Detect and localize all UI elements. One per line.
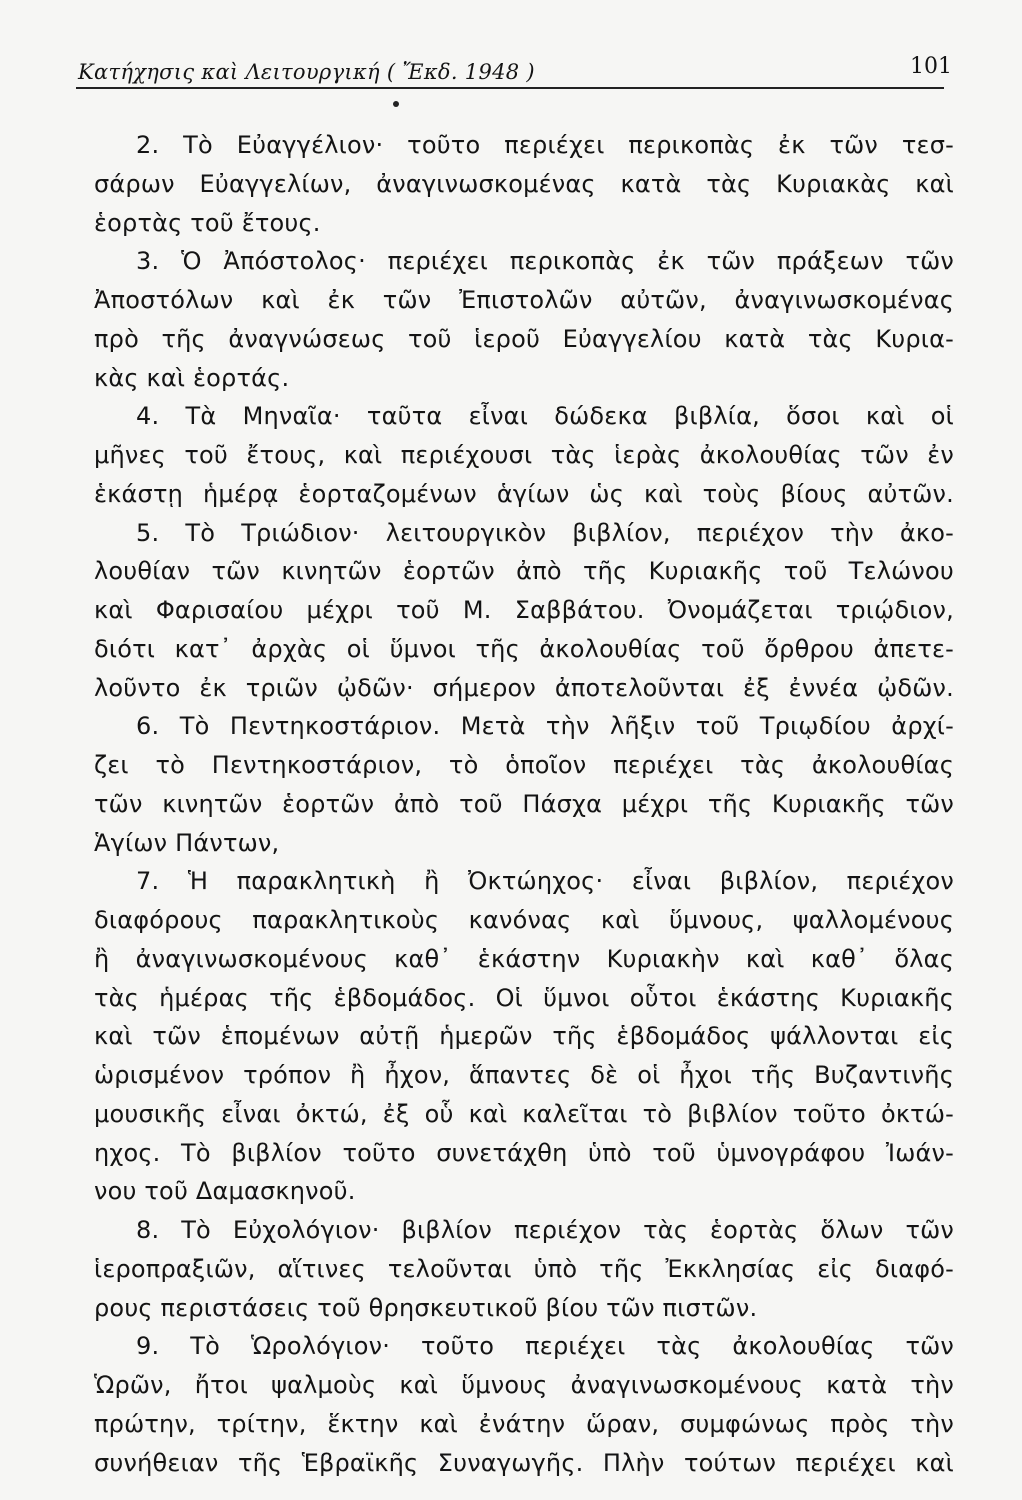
text-line: ρους περιστάσεις τοῦ θρησκευτικοῦ βίου τῶν πιστῶν.: [94, 1293, 758, 1322]
text-line: ἱεροπραξιῶν, αἵτινες τελοῦνται ὑπὸ τῆς Ἐκκλησίας εἰς διαφό-: [94, 1254, 954, 1283]
text-line: 2. Τὸ Εὐαγγέλιον· τοῦτο περιέχει περικοπὰς ἐκ τῶν τεσ-: [136, 131, 954, 159]
page-number: 101: [910, 54, 952, 79]
text-line: καὶ Φαρισαίου μέχρι τοῦ Μ. Σαββάτου. Ὀνομάζεται τριῴδιον,: [94, 596, 954, 624]
text-line: 7. Ἡ παρακλητικὴ ἢ Ὀκτώηχος· εἶναι βιβλίον, περιέχον: [136, 867, 954, 896]
text-line: 4. Τὰ Μηναῖα· ταῦτα εἶναι δώδεκα βιβλία, ὅσοι καὶ οἱ: [136, 402, 954, 431]
text-line: ἢ ἀναγινωσκομένους καθ᾽ ἑκάστην Κυριακὴν καὶ καθ᾽ ὅλας: [94, 944, 954, 973]
text-line: διαφόρους παρακλητικοὺς κανόνας καὶ ὕμνους, ψαλλομένους: [94, 906, 954, 934]
text-line: νου τοῦ Δαμασκηνοῦ.: [94, 1177, 356, 1206]
text-line: συνήθειαν τῆς Ἑβραϊκῆς Συναγωγῆς. Πλὴν τούτων περιέχει καὶ: [94, 1448, 954, 1477]
text-line: μῆνες τοῦ ἔτους, καὶ περιέχουσι τὰς ἱερὰς ἀκολουθίας τῶν ἐν: [94, 441, 954, 469]
text-line: τὰς ἡμέρας τῆς ἑβδομάδος. Οἱ ὕμνοι οὗτοι ἑκάστης Κυριακῆς: [94, 983, 954, 1012]
ink-dot: [393, 101, 399, 107]
text-line: Ὡρῶν, ἤτοι ψαλμοὺς καὶ ὕμνους ἀναγινωσκομένους κατὰ τὴν: [94, 1371, 954, 1399]
running-header: Κατήχησις καὶ Λειτουργική ( Ἔκδ. 1948 ): [78, 60, 535, 84]
text-line: 9. Τὸ Ὡρολόγιον· τοῦτο περιέχει τὰς ἀκολουθίας τῶν: [136, 1332, 954, 1361]
text-line: λουθίαν τῶν κινητῶν ἑορτῶν ἀπὸ τῆς Κυριακῆς τοῦ Τελώνου: [94, 557, 954, 586]
text-line: ὡρισμένον τρόπον ἢ ἦχον, ἅπαντες δὲ οἱ ἦχοι τῆς Βυζαντινῆς: [94, 1061, 954, 1089]
text-line: 8. Τὸ Εὐχολόγιον· βιβλίον περιέχον τὰς ἑορτὰς ὅλων τῶν: [136, 1216, 954, 1244]
text-line: ἑορτὰς τοῦ ἔτους.: [94, 208, 321, 237]
text-line: 5. Τὸ Τριώδιον· λειτουργικὸν βιβλίον, περιέχον τὴν ἀκο-: [136, 518, 954, 547]
text-line: κὰς καὶ ἑορτάς.: [94, 363, 290, 392]
text-line: Ἀποστόλων καὶ ἐκ τῶν Ἐπιστολῶν αὐτῶν, ἀναγινωσκομένας: [94, 286, 954, 314]
text-line: καὶ τῶν ἑπομένων αὐτῇ ἡμερῶν τῆς ἑβδομάδος ψάλλονται εἰς: [94, 1022, 954, 1051]
header-rule: [76, 87, 944, 89]
text-line: ζει τὸ Πεντηκοστάριον, τὸ ὁποῖον περιέχει τὰς ἀκολουθίας: [94, 751, 954, 779]
text-line: μουσικῆς εἶναι ὀκτώ, ἐξ οὗ καὶ καλεῖται τὸ βιβλίον τοῦτο ὀκτώ-: [94, 1099, 954, 1128]
text-line: πρὸ τῆς ἀναγνώσεως τοῦ ἱεροῦ Εὐαγγελίου κατὰ τὰς Κυρια-: [94, 324, 954, 353]
text-line: πρώτην, τρίτην, ἕκτην καὶ ἐνάτην ὥραν, συμφώνως πρὸς τὴν: [94, 1409, 954, 1438]
text-line: Ἁγίων Πάντων,: [94, 828, 280, 857]
text-line: ἑκάστῃ ἡμέρᾳ ἑορταζομένων ἁγίων ὡς καὶ τοὺς βίους αὐτῶν.: [94, 479, 954, 508]
text-line: τῶν κινητῶν ἑορτῶν ἀπὸ τοῦ Πάσχα μέχρι τῆς Κυριακῆς τῶν: [94, 789, 954, 818]
text-line: 3. Ὁ Ἀπόστολος· περιέχει περικοπὰς ἐκ τῶν πράξεων τῶν: [136, 247, 954, 276]
text-line: διότι κατ᾽ ἀρχὰς οἱ ὕμνοι τῆς ἀκολουθίας τοῦ ὄρθρου ἀπετε-: [94, 634, 954, 663]
text-line: σάρων Εὐαγγελίων, ἀναγινωσκομένας κατὰ τὰς Κυριακὰς καὶ: [94, 169, 954, 198]
body-text: [94, 126, 954, 1482]
text-line: 6. Τὸ Πεντηκοστάριον. Μετὰ τὴν λῆξιν τοῦ Τριῳδίου ἀρχί-: [136, 712, 954, 741]
text-line: λοῦντο ἐκ τριῶν ᾠδῶν· σήμερον ἀποτελοῦνται ἐξ ἐννέα ᾠδῶν.: [94, 673, 954, 702]
text-line: ηχος. Τὸ βιβλίον τοῦτο συνετάχθη ὑπὸ τοῦ ὑμνογράφου Ἰωάν-: [94, 1138, 954, 1167]
